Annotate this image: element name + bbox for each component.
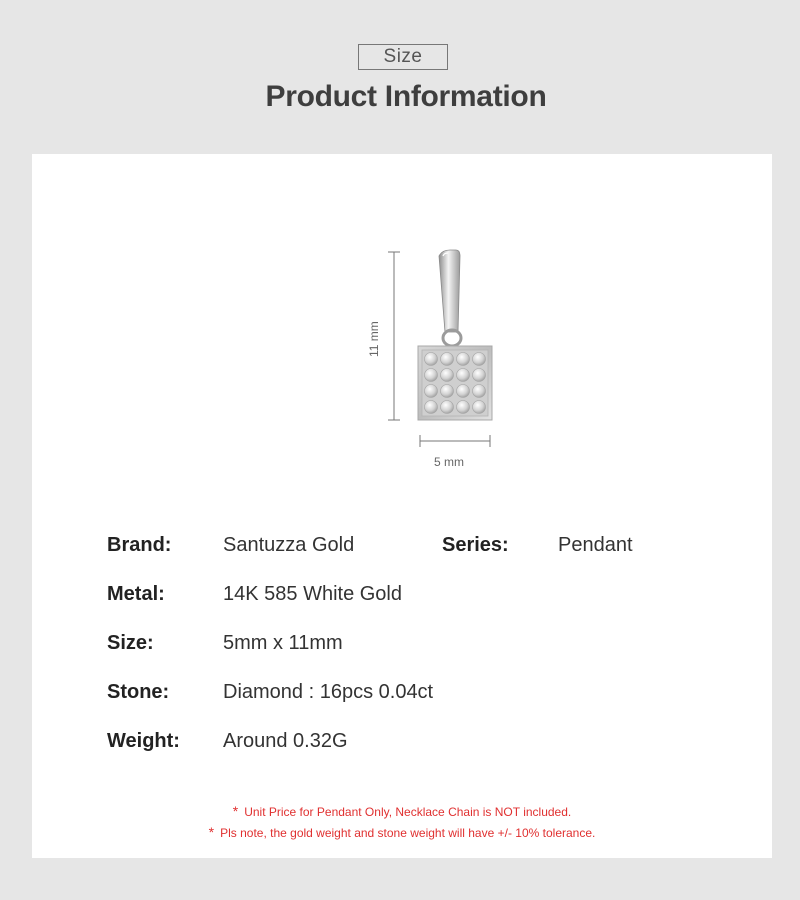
series-value: Pendant <box>558 534 633 556</box>
size-value: 5mm x 11mm <box>223 632 343 654</box>
series-label: Series: <box>442 534 509 556</box>
stone-value: Diamond : 16pcs 0.04ct <box>223 681 434 703</box>
size-tag: Size <box>358 44 448 70</box>
weight-label: Weight: <box>107 730 180 752</box>
note-tolerance-text: Pls note, the gold weight and stone weight will have +/- 10% tolerance. <box>220 826 596 840</box>
brand-label: Brand: <box>107 534 172 556</box>
page-title: Product Information <box>265 80 547 113</box>
asterisk-icon: * <box>208 824 215 840</box>
metal-value: 14K 585 White Gold <box>223 583 402 605</box>
product-info-panel <box>32 154 772 858</box>
stone-label: Stone: <box>107 681 170 703</box>
weight-value: Around 0.32G <box>223 730 348 752</box>
width-dimension-label: 5 mm <box>434 455 464 469</box>
asterisk-icon: * <box>232 803 239 819</box>
note-tolerance <box>32 824 772 840</box>
height-dimension-line <box>388 252 400 420</box>
width-dimension-line <box>420 435 490 447</box>
pendant-figure <box>332 234 532 494</box>
note-chain <box>32 803 772 819</box>
brand-value: Santuzza Gold <box>223 534 355 556</box>
size-label: Size: <box>107 632 154 654</box>
metal-label: Metal: <box>107 583 165 605</box>
note-chain-text: Unit Price for Pendant Only, Necklace Chain is NOT included. <box>244 805 572 819</box>
height-dimension-label: 11 mm <box>367 321 381 357</box>
pendant-image <box>332 234 532 494</box>
